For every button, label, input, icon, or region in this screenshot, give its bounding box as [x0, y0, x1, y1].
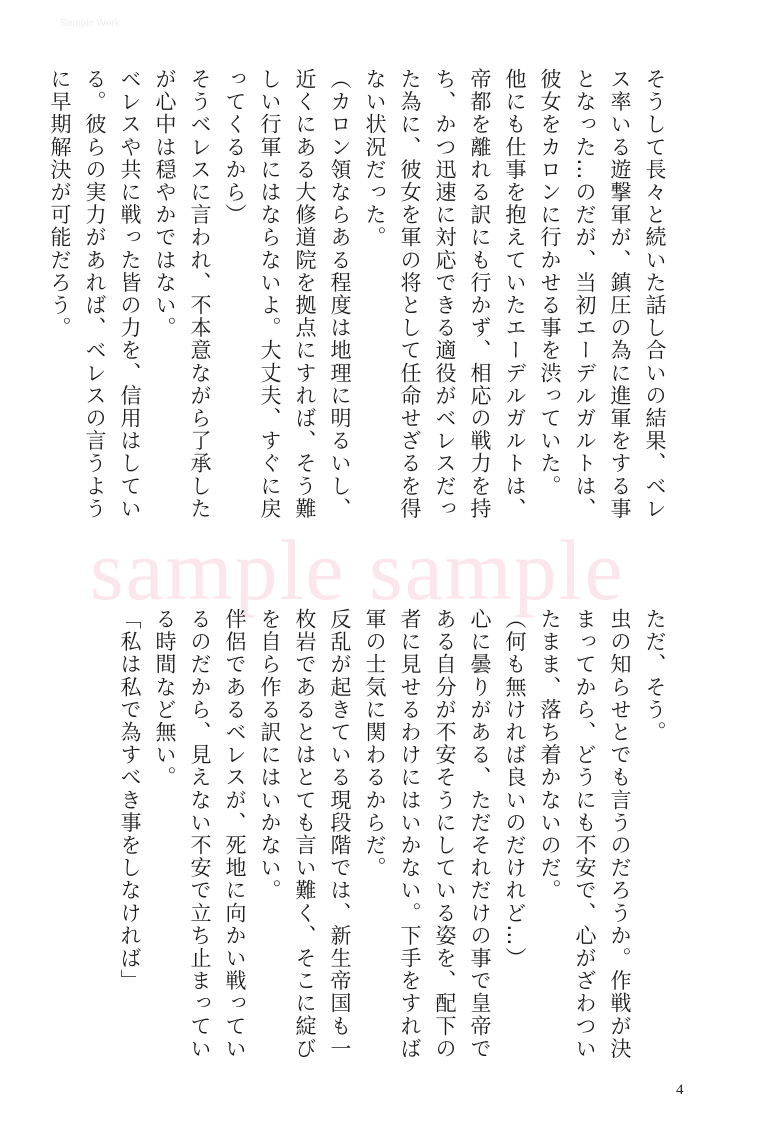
paragraph: （何も無ければ良いのだけれど…） [503, 608, 527, 970]
faint-header: Sample Work [60, 18, 120, 29]
upper-text-block [42, 68, 672, 528]
sample-watermark: sample sample [90, 522, 625, 618]
lower-text-block [112, 608, 672, 1068]
paragraph: 「私は私で為すべき事をしなければ」 [118, 608, 142, 993]
paragraph: 反乱が起きている現段階では、新生帝国も一枚岩であるとはとても言い難く、そこに綻びを自ら作る訳にはいかない。 [258, 608, 352, 1060]
paragraph: 他にも仕事を抱えていたエーデルガルトは、帝都を離れる訳にも行かず、相応の戦力を持ち、かつ迅速に対応できる適役がベレスだった為に、彼女を軍の将として任命せざるを得ない状況だった。 [363, 68, 527, 520]
paragraph: 心に曇りがある、ただそれだけの事で皇帝である自分が不安そうにしている姿を、配下の者に見せるわけにはいかない。下手をすれば軍の士気に関わるからだ。 [363, 608, 492, 1060]
page-number: 4 [676, 1082, 684, 1098]
paragraph: ベレスや共に戦った皆の力を、信用はしている。彼らの実力があれば、ベレスの言うように早期解決が可能だろう。 [48, 68, 142, 520]
paragraph: 虫の知らせとでも言うのだろうか。作戦が決まってから、どうにも不安で、心がざわついたまま、落ち着かないのだ。 [538, 608, 632, 1060]
paragraph: ただ、そう。 [643, 608, 667, 744]
paragraph: 伴侶であるベレスが、死地に向かい戦っているのだから、見えない不安で立ち止まっている時間など無い。 [153, 608, 247, 1060]
paragraph: そうベレスに言われ、不本意ながら了承したが心中は穏やかではない。 [153, 68, 212, 520]
paragraph: そうして長々と続いた話し合いの結果、ベレス率いる遊撃軍が、鎮圧の為に進軍をする事となった…のだが、当初エーデルガルトは、彼女をカロンに行かせる事を渋っていた。 [538, 68, 667, 520]
paragraph: （カロン領ならある程度は地理に明るいし、近くにある大修道院を拠点にすれば、そう難しい行軍にはならないよ。大丈夫、すぐに戻ってくるから） [223, 68, 352, 520]
